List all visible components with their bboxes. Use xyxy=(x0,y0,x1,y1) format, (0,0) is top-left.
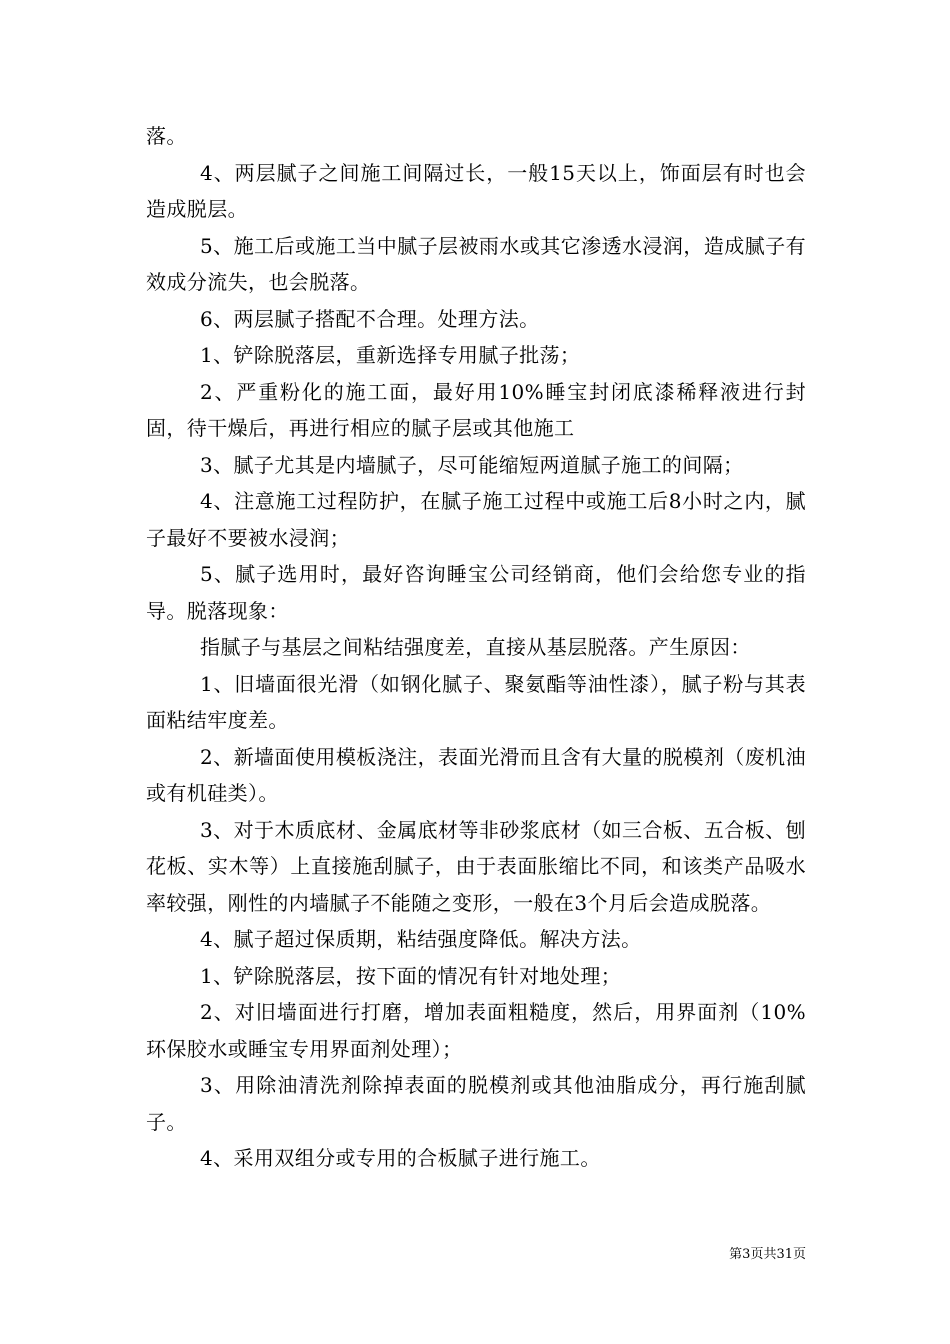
paragraph: 2、严重粉化的施工面，最好用10%睡宝封闭底漆稀释液进行封固，待干燥后，再进行相应的腻子层或其他施工 xyxy=(146,379,806,440)
paragraph: 5、腻子选用时，最好咨询睡宝公司经销商，他们会给您专业的指导。脱落现象： xyxy=(146,562,806,623)
paragraph: 1、铲除脱落层，按下面的情况有针对地处理； xyxy=(200,963,622,988)
paragraph: 6、两层腻子搭配不合理。处理方法。 xyxy=(200,306,540,331)
paragraph: 指腻子与基层之间粘结强度差，直接从基层脱落。产生原因： xyxy=(200,635,751,659)
paragraph: 落。 xyxy=(146,124,187,148)
paragraph: 2、新墙面使用模板浇注，表面光滑而且含有大量的脱模剂（废机油或有机硅类）。 xyxy=(146,744,806,805)
paragraph: 3、对于木质底材、金属底材等非砂浆底材（如三合板、五合板、刨花板、实木等）上直接施刮腻子，由于表面胀缩比不同，和该类产品吸水率较强，刚性的内墙腻子不能随之变形，一般在3个月后会造成脱落。 xyxy=(146,817,806,915)
paragraph: 1、旧墙面很光滑（如钢化腻子、聚氨酯等油性漆），腻子粉与其表面粘结牢度差。 xyxy=(146,671,806,732)
document-body xyxy=(146,118,806,1177)
paragraph: 4、两层腻子之间施工间隔过长，一般15天以上，饰面层有时也会造成脱层。 xyxy=(146,160,806,221)
paragraph: 4、注意施工过程防护，在腻子施工过程中或施工后8小时之内，腻子最好不要被水浸润； xyxy=(146,489,806,550)
paragraph: 4、腻子超过保质期，粘结强度降低。解决方法。 xyxy=(200,927,642,951)
page-number-footer: 第3页共31页 xyxy=(729,1247,806,1262)
paragraph: 1、铲除脱落层，重新选择专用腻子批荡； xyxy=(200,343,581,367)
paragraph: 3、腻子尤其是内墙腻子，尽可能缩短两道腻子施工的间隔； xyxy=(200,452,744,477)
paragraph: 3、用除油清洗剂除掉表面的脱模剂或其他油脂成分，再行施刮腻子。 xyxy=(146,1073,806,1134)
paragraph: 4、采用双组分或专用的合板腻子进行施工。 xyxy=(200,1146,601,1170)
paragraph: 5、施工后或施工当中腻子层被雨水或其它渗透水浸润，造成腻子有效成分流失，也会脱落。 xyxy=(146,233,806,294)
paragraph: 2、对旧墙面进行打磨，增加表面粗糙度，然后，用界面剂（10%环保胶水或睡宝专用界面剂处理）； xyxy=(146,1000,806,1061)
